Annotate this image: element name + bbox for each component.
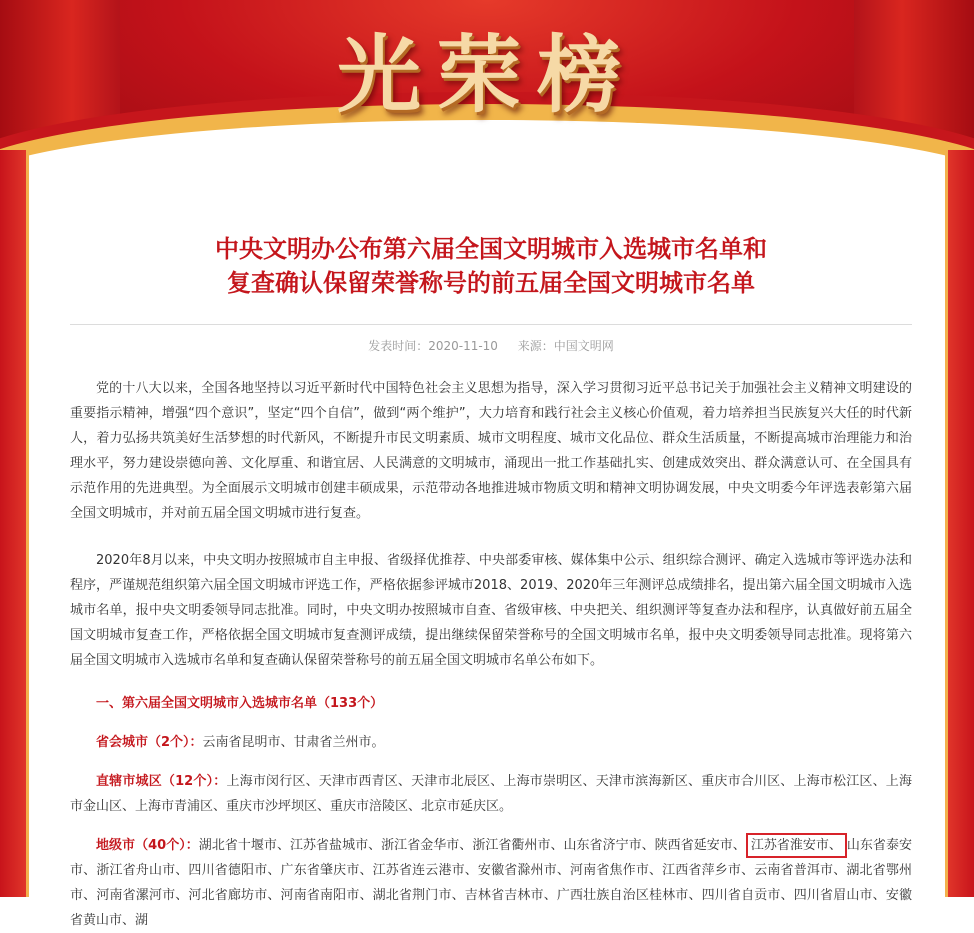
prefecture-cities — [70, 833, 912, 933]
source: 来源：中国文明网 — [517, 339, 614, 353]
article-meta — [70, 324, 912, 354]
municipal-districts — [70, 769, 912, 819]
highlighted-city: 江苏省淮安市、 — [746, 833, 847, 858]
prefecture-label: 地级市（40个）： — [96, 838, 199, 853]
prefecture-list-b: 山东省泰安市、浙江省舟山市、四川省德阳市、广东省肇庆市、江苏省连云港市、安徽省滁州市、河南省焦作市、江西省萍乡市、云南省普洱市、湖北省鄂州市、河南省漯河市、河北省廊坊市、河南省南阳市、湖北省荆门市、吉林省吉林市、广西壮族自治区桂林市、四川省自贡市、四川省眉山市、安徽省黄山市、湖 — [70, 838, 912, 928]
paragraph-1: 党的十八大以来，全国各地坚持以习近平新时代中国特色社会主义思想为指导，深入学习贯彻习近平总书记关于加强社会主义精神文明建设的重要指示精神，增强“四个意识”，坚定“四个自信”，做到“两个维护”，大力培育和践行社会主义核心价值观，着力培养担当民族复兴大任的时代新人，着力弘扬共筑美好生活梦想的时代新风，不断提升市民文明素质、城市文明程度、城市文化品位、群众生活质量，不断提高城市治理能力和治理水平，努力建设崇德向善、文化厚重、和谐宜居、人民满意的文明城市，涌现出一批工作基础扎实、创建成效突出、群众满意认可、在全国具有示范作用的先进典型。为全面展示文明城市创建丰硕成果，示范带动各地推进城市物质文明和精神文明协调发展，中央文明委今年评选表彰第六届全国文明城市，并对前五届全国文明城市进行复查。 — [70, 381, 912, 521]
left-border — [0, 150, 26, 897]
section-1-title: 一、第六届全国文明城市入选城市名单（133个） — [96, 696, 384, 711]
banner-drape — [0, 120, 974, 190]
article — [70, 232, 912, 933]
article-headline — [70, 232, 912, 300]
headline-line-1: 中央文明办公布第六届全国文明城市入选城市名单和 — [215, 235, 767, 263]
prefecture-list-a: 湖北省十堰市、江苏省盐城市、浙江省金华市、浙江省衢州市、山东省济宁市、陕西省延安市、 — [198, 838, 746, 853]
headline-line-2: 复查确认保留荣誉称号的前五届全国文明城市名单 — [227, 269, 755, 297]
right-border — [948, 150, 974, 897]
banner — [0, 0, 974, 190]
capital-cities — [70, 730, 912, 755]
municipal-label: 直辖市城区（12个）： — [96, 774, 227, 789]
capital-list: 云南省昆明市、甘肃省兰州市。 — [202, 735, 385, 750]
publish-time: 发表时间：2020-11-10 — [368, 339, 498, 353]
banner-title: 光荣榜 — [336, 25, 637, 124]
capital-label: 省会城市（2个）： — [96, 735, 203, 750]
municipal-list: 上海市闵行区、天津市西青区、天津市北辰区、上海市崇明区、天津市滨海新区、重庆市合川区、上海市松江区、上海市金山区、上海市青浦区、重庆市沙坪坝区、重庆市涪陵区、北京市延庆区。 — [70, 774, 912, 814]
paragraph-2: 2020年8月以来，中央文明办按照城市自主申报、省级择优推荐、中央部委审核、媒体集中公示、组织综合测评、确定入选城市等评选办法和程序，严谨规范组织第六届全国文明城市评选工作，严格依据参评城市2018、2019、2020年三年测评总成绩排名，提出第六届全国文明城市入选城市名单，报中央文明委领导同志批准。同时，中央文明办按照城市自查、省级审核、中央把关、组织测评等复查办法和程序，认真做好前五届全国文明城市复查工作，严格依据全国文明城市复查测评成绩，提出继续保留荣誉称号的全国文明城市名单，报中央文明委领导同志批准。现将第六届全国文明城市入选城市名单和复查确认保留荣誉称号的前五届全国文明城市名单公布如下。 — [70, 553, 912, 668]
